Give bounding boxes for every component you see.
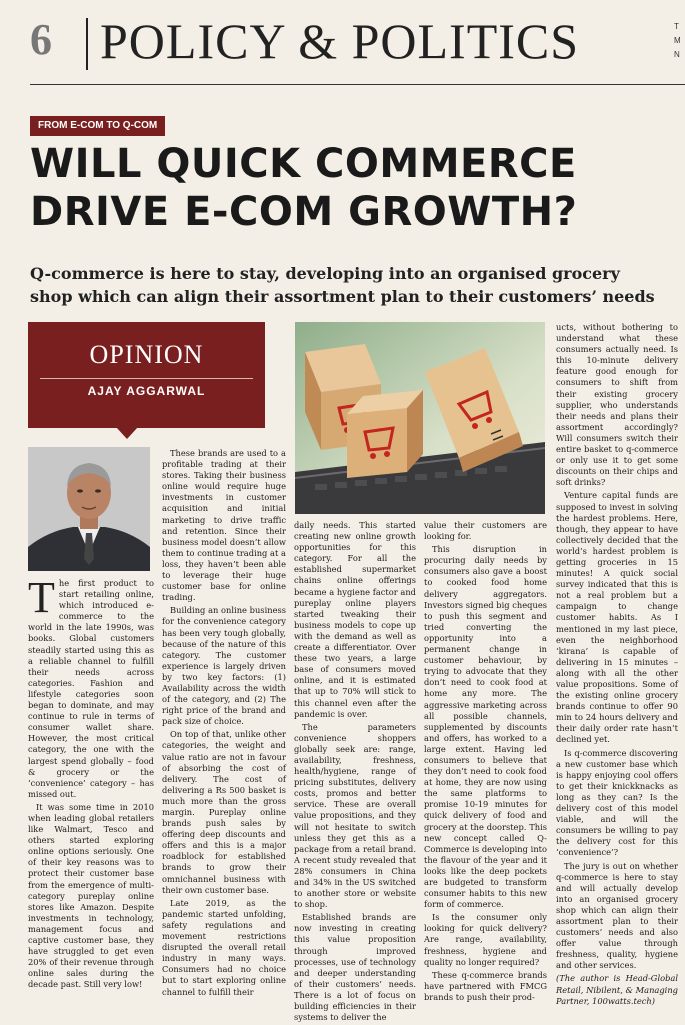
- paragraph: These brands are used to a profitable trading at their stores. Taking their business online would require huge investments in customer acquisition and initial marketing to drive traffic and retention. Since their business model doesn’t allow them to continue trading at a loss, they haven’t been able to leverage their huge customer base for online trading.: [162, 448, 286, 603]
- edge-letter: N: [674, 50, 680, 59]
- standfirst-line: shop which can align their assortment plan to their customers’ needs: [30, 287, 655, 306]
- paragraph: ucts, without bothering to understand what these consumers actually need. Is this 10-minute delivery feature good enough for consumers to shift from their existing grocery supplier, who understands their needs and plans their assortment accordingly? Will consumers switch their entire basket to q-commerce or only use it to get some discounts on their chips and soft drinks?: [556, 322, 678, 488]
- paragraph: value their customers are looking for.: [424, 520, 547, 542]
- paragraph: Is q-commerce discovering a new customer base which is happy enjoying cool offers to get their knickknacks as long as they can? Is the delivery cost of this model viable, and will the consumers be willing to pay the delivery cost for this ‘convenience’?: [556, 747, 678, 858]
- author-portrait-icon: [28, 447, 150, 571]
- edge-letter: T: [674, 22, 679, 31]
- author-photo: [28, 447, 150, 571]
- paragraph: Building an online business for the convenience category has been very tough globally, because of the nature of this category. The customer experience is largely driven by two key factors: (1) Availability across the width of the category, and (2) The right price of the brand and pack size of choice.: [162, 605, 286, 727]
- header-divider: [86, 18, 88, 70]
- paragraph: Venture capital funds are supposed to invest in solving the hardest problems. Here, though, they appear to have collectively decided that the world’s hardest problem is getting groceries in 15 minutes! A quick social survey indicated that this is not a real problem but a campaign to change customer habits. As I mentioned in my last piece, even the neighborhood ‘kirana’ is capable of delivering in 15 minutes – along with all the other value propositions. Some of the existing online grocery brands continue to offer 90 min to 24 hours delivery and their daily order rate hasn’t declined yet.: [556, 490, 678, 745]
- opinion-divider: [40, 378, 253, 379]
- paragraph-text: he first product to start retailing online, which introduced e-commerce to the world in the late 1990s, was books. Global customers steadily started using this as a reliable channel to fulfill their needs across categories. Fashion and lifestyle categories soon began to dominate, and may continue to rule in terms of consumer wallet share. However, the most critical category, the one with the largest spend globally – food & grocery or the ‘convenience’ category – has missed out.: [28, 578, 154, 799]
- headline-line: WILL QUICK COMMERCE: [30, 141, 577, 187]
- section-title: POLICY & POLITICS: [100, 13, 580, 69]
- drop-cap: T: [28, 573, 55, 622]
- paragraph: Late 2019, as the pandemic started unfolding, safety regulations and movement restrictions disrupted the overall retail industry in many ways. Consumers had no choice but to start exploring online channel to fulfill their: [162, 897, 286, 997]
- author-name: AJAY AGGARWAL: [87, 384, 206, 398]
- headline: [30, 140, 670, 236]
- shopping-boxes-illustration-icon: [295, 322, 545, 514]
- article-column-4: [424, 520, 547, 1005]
- opinion-box: [28, 322, 265, 428]
- paragraph: Is the consumer only looking for quick delivery? Are range, availability, freshness, hygiene and quality no longer required?: [424, 912, 547, 967]
- standfirst: [30, 262, 670, 308]
- article-image: [295, 322, 545, 514]
- paragraph: daily needs. This started creating new online growth opportunities for this category. For all the established supermarket chains online offerings became a hygiene factor and pureplay online players started tweaking their business models to cope up with the demand as well as create a differentiator. Over these two years, a large base of consumers moved online, and it is estimated that up to 70% will stick to this channel even after the pandemic is over.: [294, 520, 416, 719]
- article-column-2: [162, 448, 286, 1000]
- edge-letters: [674, 20, 681, 62]
- standfirst-line: Q-commerce is here to stay, developing into an organised grocery: [30, 264, 620, 283]
- article-column-5: [556, 322, 678, 1009]
- paragraph: It was some time in 2010 when leading global retailers like Walmart, Tesco and others started exploring online options seriously. One of their key reasons was to protect their customer base from the emergence of multi-category pureplay online stores like Amazon. Despite investments in technology, management focus and captive customer base, they have struggled to get even 20% of their revenue through online sales during the decade past. Still very low!: [28, 801, 154, 990]
- edge-letter: M: [674, 36, 681, 45]
- article-column-3: [294, 520, 416, 1025]
- paragraph: On top of that, unlike other categories, the weight and value ratio are not in favour of absorbing the cost of delivery. The cost of delivering a Rs 500 basket is much more than the gross margin. Pureplay online brands push sales by offering deep discounts and offers and this is a major roadblock for established brands to grow their omnichannel business with their own customer base.: [162, 729, 286, 895]
- paragraph: The parameters convenience shoppers globally seek are: range, availability, freshness, health/hygiene, range of pricing substitutes, delivery costs, promos and better service. These are overall value propositions, and they will not hesitate to switch unless they get this as a package from a retail brand. A recent study revealed that 28% consumers in China and 34% in the US switched to another store or website to shop.: [294, 721, 416, 910]
- paragraph: These q-commerce brands have partnered with FMCG brands to push their prod-: [424, 969, 547, 1002]
- paragraph: Established brands are now investing in creating this value proposition through improved processes, use of technology and deeper understanding of their customers’ needs. There is a lot of focus on building efficiencies in their systems to deliver the: [294, 912, 416, 1023]
- opinion-label: OPINION: [89, 340, 204, 369]
- paragraph: The jury is out on whether q-commerce is here to stay and will actually develop into an organised grocery shop which can align their assortment plan to their customers’ needs and also offer value through freshness, quality, hygiene and other services.: [556, 860, 678, 971]
- header-rule: [30, 84, 685, 85]
- opinion-pointer: [116, 427, 138, 439]
- author-note: (The author is Head-Global Retail, Nibilent, & Managing Partner, 100watts.tech): [556, 973, 678, 1006]
- headline-line: DRIVE E-COM GROWTH?: [30, 189, 578, 235]
- kicker-label: FROM E-COM TO Q-COM: [30, 116, 165, 136]
- article-column-1: [28, 573, 154, 992]
- paragraph: This disruption in procuring daily needs by consumers also gave a boost to cooked food home delivery aggregators. Investors signed big cheques to push this segment and tried converting the opportunity into a permanent change in customer behaviour, by trying to advocate that they don’t need to cook food at home any more. The aggressive marketing across all possible channels, supplemented by discounts and offers, has worked to a large extent. Having led consumers to believe that they don’t need to cook food at home, they are now using the same platforms to promise 10-19 minutes for quick delivery of food and grocery at the doorstep. This new concept called Q-Commerce is developing into the flavour of the year and it looks like the deep pockets are budgeted to transform consumer habits to this new form of commerce.: [424, 544, 547, 910]
- paragraph: [28, 573, 154, 800]
- page-number: 6: [30, 15, 52, 64]
